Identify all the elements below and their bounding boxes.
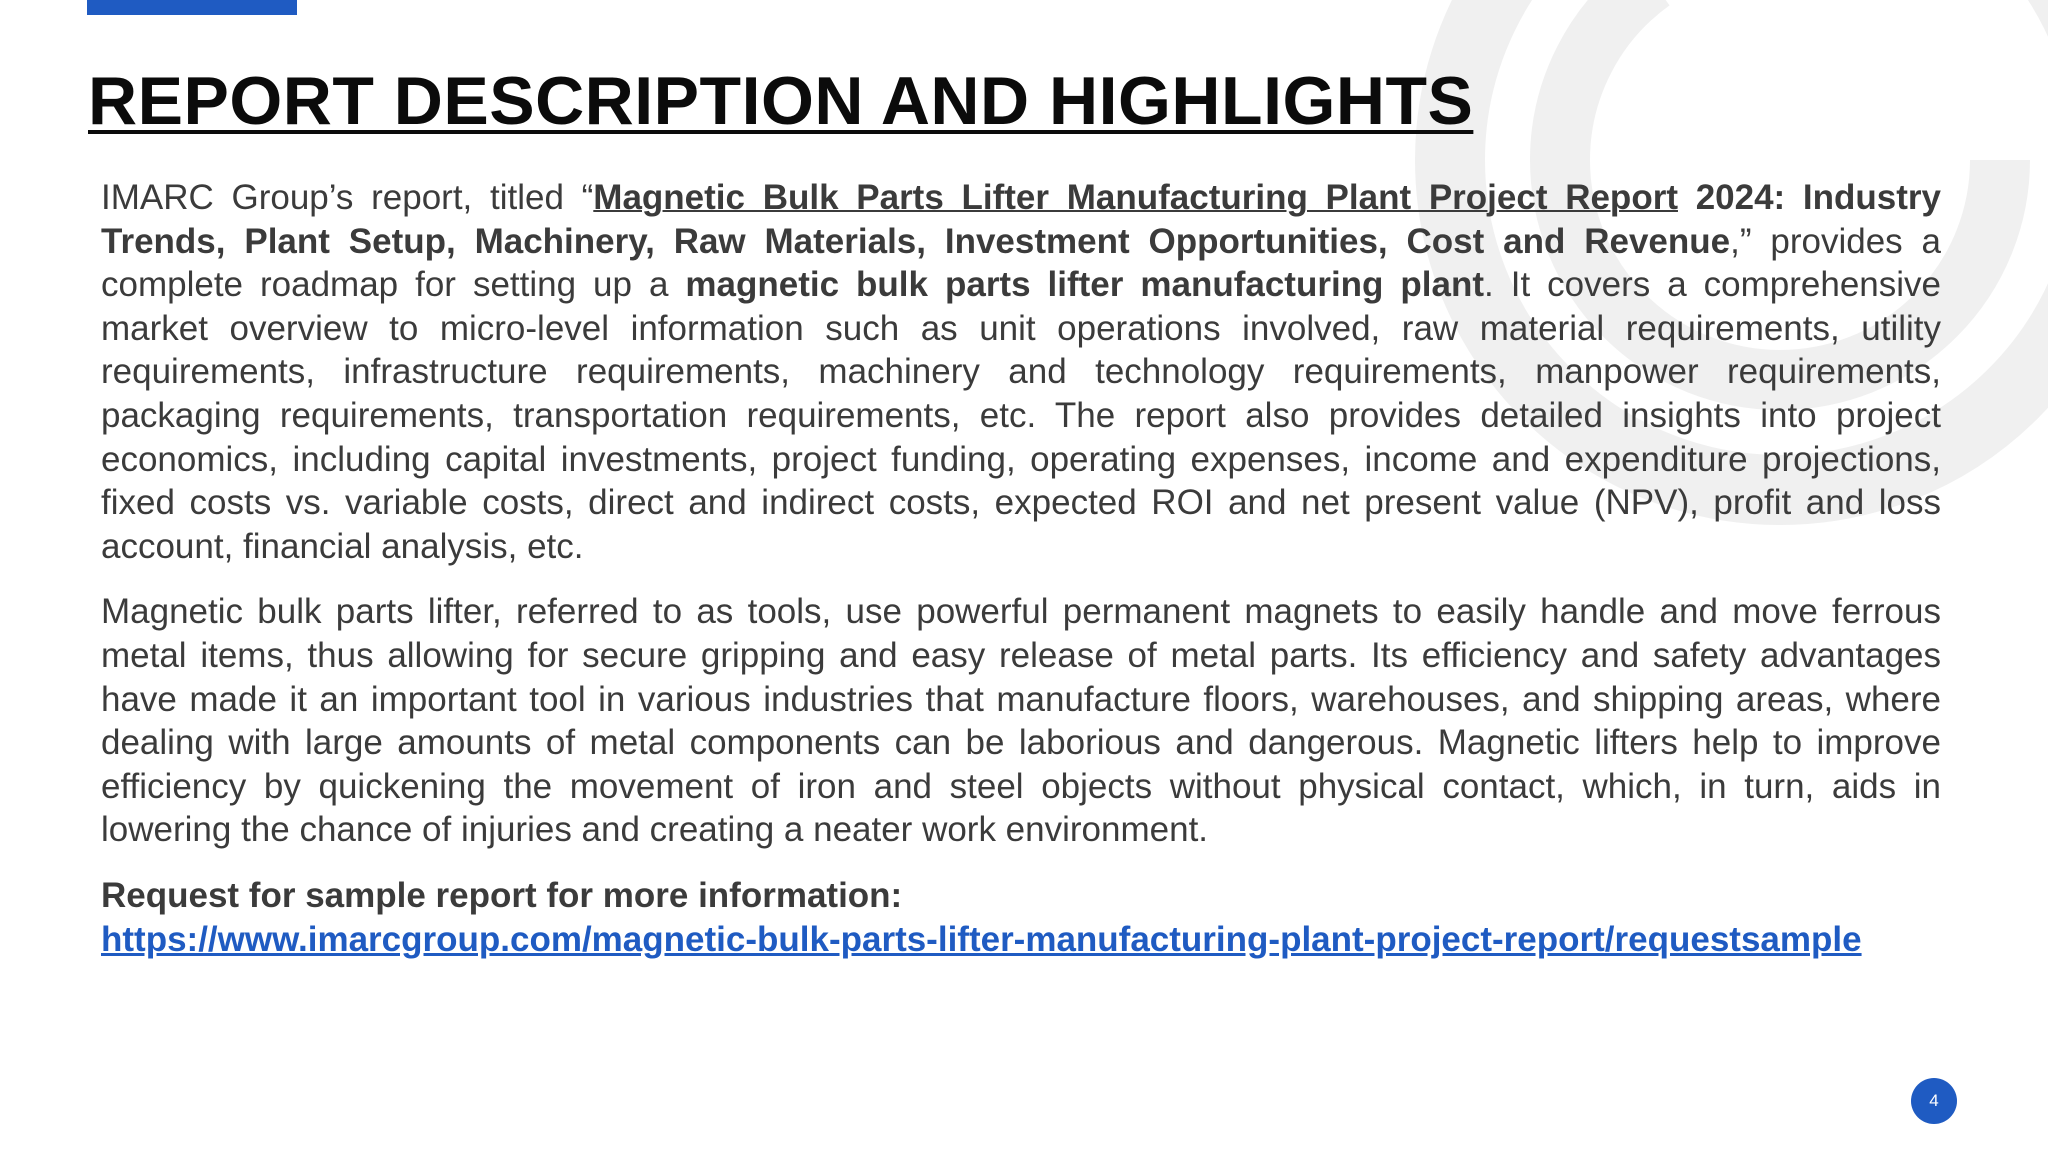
intro-text: IMARC Group’s report, titled “ <box>101 178 594 217</box>
description-rest: . It covers a comprehensive market overview to micro-level information such as unit operations involved, raw material requirements, utility requirements, infrastructure requirements, machinery and technology requirements, manpower requirements, packaging requirements, transportation requirements, etc. The report also provides detailed insights into project economics, including capital investments, project funding, operating expenses, income and expenditure projections, fixed costs vs. variable costs, direct and indirect costs, expected ROI and net present value (NPV), profit and loss account, financial analysis, etc. <box>101 265 1942 566</box>
report-title-link[interactable]: Magnetic Bulk Parts Lifter Manufacturing Plant Project Report <box>593 178 1678 217</box>
request-sample-link[interactable]: https://www.imarcgroup.com/magnetic-bulk-parts-lifter-manufacturing-plant-project-report/requestsample <box>101 919 1862 959</box>
request-label: Request for sample report for more information: <box>101 875 903 915</box>
report-subtitle: 2024: Industry Trends, Plant Setup, Machinery, Raw Materials, Investment Opportunities, Cost and Revenue <box>101 178 1941 261</box>
top-accent-bar <box>87 0 297 15</box>
product-paragraph: Magnetic bulk parts lifter, referred to as tools, use powerful permanent magnets to easily handle and move ferrous metal items, thus allowing for secure gripping and easy release of metal parts. Its efficiency and safety advantages have made it an important tool in various industries that manufacture floors, warehouses, and shipping areas, where dealing with large amounts of metal components can be laborious and dangerous. Magnetic lifters help to improve efficiency by quickening the movement of iron and steel objects without physical contact, which, in turn, aids in lowering the chance of injuries and creating a neater work environment. <box>101 592 1941 850</box>
page-number-badge: 4 <box>1911 1078 1957 1124</box>
description-paragraph <box>101 176 1941 568</box>
after-title-text: ,” provides a complete roadmap for setting up a <box>101 221 1941 305</box>
page-title: REPORT DESCRIPTION AND HIGHLIGHTS <box>88 63 1474 139</box>
plant-phrase: magnetic bulk parts lifter manufacturing plant <box>685 265 1485 305</box>
report-description <box>101 176 1941 961</box>
